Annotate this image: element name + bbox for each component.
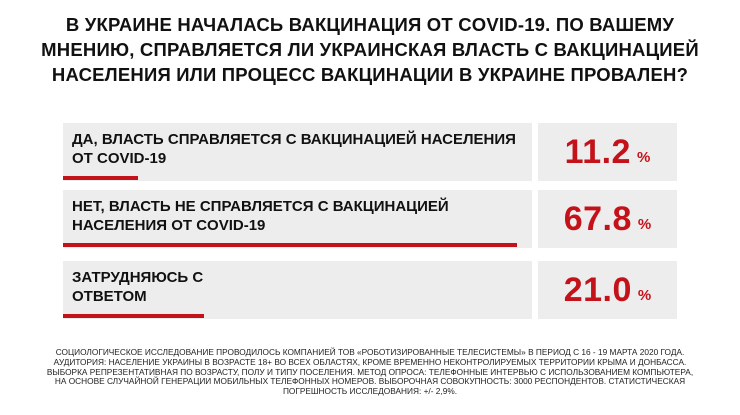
footnote-line: НА ОСНОВЕ СЛУЧАЙНОЙ ГЕНЕРАЦИИ МОБИЛЬНЫХ ТЕЛЕФОННЫХ НОМЕРОВ. ВЫБОРОЧНАЯ СОВОКУПНОСТЬ: 3000 РЕСПОНДЕНТОВ. СТАТИСТИЧЕСКАЯ bbox=[54, 376, 686, 387]
bar-mark bbox=[63, 176, 138, 180]
answer-label: ЗАТРУДНЯЮСЬ С ОТВЕТОМ bbox=[72, 269, 204, 305]
value-box bbox=[538, 261, 677, 319]
footnote-line: ПОГРЕШНОСТЬ ИССЛЕДОВАНИЯ: +/- 2,9%. bbox=[282, 386, 458, 397]
value-label: 67.8 bbox=[563, 199, 632, 238]
footnote-line: СОЦИОЛОГИЧЕСКОЕ ИССЛЕДОВАНИЕ ПРОВОДИЛОСЬ КОМПАНИЕЙ ТОВ «РОБОТИЗИРОВАННЫЕ ТЕЛЕСИСТЕМЫ» В ПЕРИОД С 16 - 19 МАРТА 2020 ГОДА. bbox=[55, 347, 685, 357]
percent-sign: % bbox=[637, 286, 652, 304]
value-label: 21.0 bbox=[563, 270, 632, 309]
answer-label: НЕТ, ВЛАСТЬ НЕ СПРАВЛЯЕТСЯ С ВАКЦИНАЦИЕЙ НАСЕЛЕНИЯ ОТ COVID-19 bbox=[72, 198, 449, 234]
methodology-footnote bbox=[20, 348, 720, 397]
answer-row bbox=[63, 123, 677, 181]
answer-row bbox=[63, 190, 677, 248]
bar-mark bbox=[63, 314, 204, 318]
answer-label-box bbox=[63, 261, 532, 319]
chart-title: В УКРАИНЕ НАЧАЛАСЬ ВАКЦИНАЦИЯ ОТ COVID-19. ПО ВАШЕМУ МНЕНИЮ, СПРАВЛЯЕТСЯ ЛИ УКРАИНСКАЯ ВЛАСТЬ С ВАКЦИНАЦИЕЙ НАСЕЛЕНИЯ ИЛИ ПРОЦЕСС ВАКЦИНАЦИИ В УКРАИНЕ ПРОВАЛЕН? bbox=[41, 14, 699, 85]
answer-label-box bbox=[63, 123, 532, 181]
answer-row bbox=[63, 261, 677, 319]
value-label: 11.2 bbox=[564, 132, 631, 171]
footnote-line: АУДИТОРИЯ: НАСЕЛЕНИЕ УКРАИНЫ В ВОЗРАСТЕ 18+ ВО ВСЕХ ОБЛАСТЯХ, КРОМЕ ВРЕМЕННО НЕКОНТРОЛИРУЕМЫХ ТЕРРИТОРИИ КРЫМА И ДОНБАССА. bbox=[53, 356, 687, 367]
footnote-line: ВЫБОРКА РЕПРЕЗЕНТАТИВНАЯ ПО ВОЗРАСТУ, ПОЛУ И ТИПУ ПОСЕЛЕНИЯ. МЕТОД ОПРОСА: ТЕЛЕФОННЫЕ ИНТЕРВЬЮ С ИСПОЛЬЗОВАНИЕМ КОМПЬЮТЕРА, bbox=[46, 366, 694, 377]
answer-label-box bbox=[63, 190, 532, 248]
value-box bbox=[538, 190, 677, 248]
bar-mark bbox=[63, 243, 517, 247]
value-box bbox=[538, 123, 677, 181]
percent-sign: % bbox=[637, 215, 652, 233]
answer-label: ДА, ВЛАСТЬ СПРАВЛЯЕТСЯ С ВАКЦИНАЦИЕЙ НАСЕЛЕНИЯ ОТ COVID-19 bbox=[72, 131, 516, 167]
percent-sign: % bbox=[636, 148, 651, 166]
